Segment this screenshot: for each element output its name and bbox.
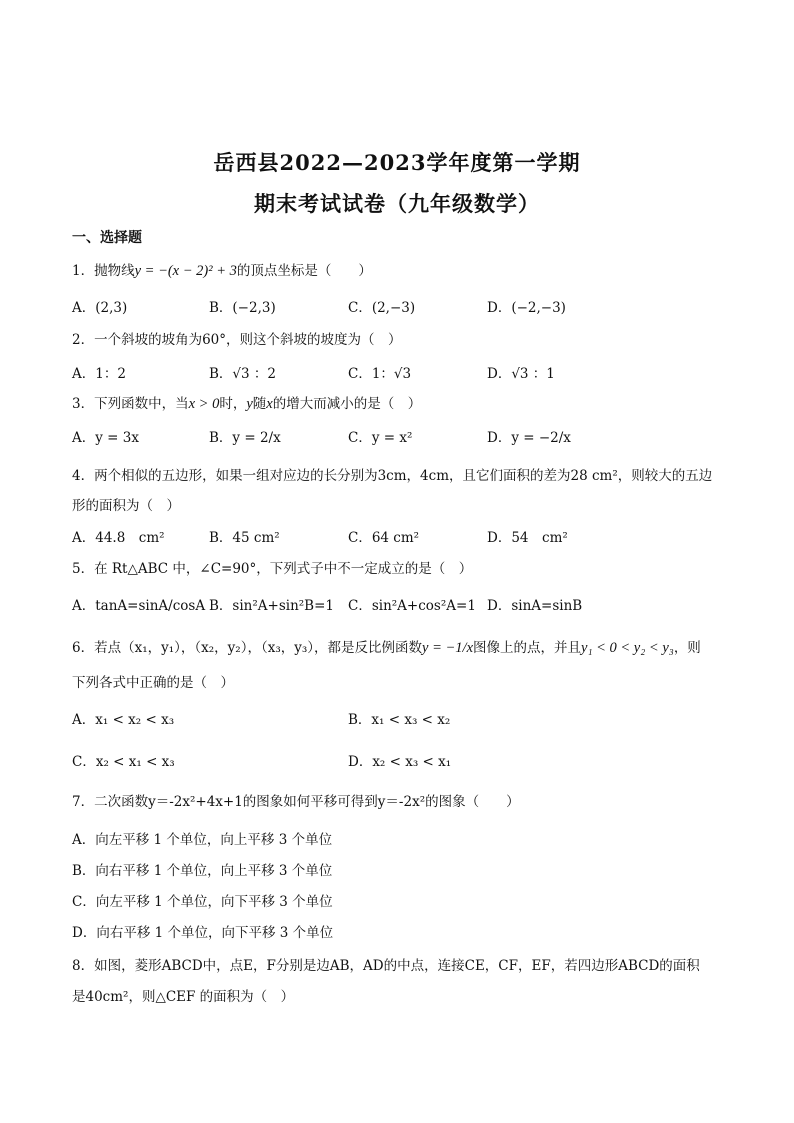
question-5-option-c[interactable]: C．sin²A+cos²A=1 <box>348 598 476 614</box>
exam-title-line2: 期末考试试卷（九年级数学） <box>254 191 540 216</box>
question-2-option-d[interactable]: D．√3 ：1 <box>487 366 555 382</box>
question-2-stem: 2．一个斜坡的坡角为60°，则这个斜坡的坡度为（ ） <box>72 332 402 348</box>
question-2-option-c[interactable]: C．1：√3 <box>348 366 412 382</box>
question-8-stem-line1: 8．如图，菱形ABCD中，点E，F分别是边AB，AD的中点，连接CE，CF，EF，若四边形ABCD的面积 <box>72 958 700 974</box>
question-4-stem-line1: 4．两个相似的五边形，如果一组对应边的长分别为3cm，4cm，且它们面积的差为28 cm²，则较大的五边 <box>72 468 713 484</box>
question-3-stem: 3．下列函数中，当x > 0时，y随x的增大而减小的是（ ） <box>72 396 422 412</box>
question-2-option-b[interactable]: B．√3 ：2 <box>209 366 276 382</box>
question-3-option-c[interactable]: C．y = x² <box>348 430 413 446</box>
question-1-option-d[interactable]: D．(−2,−3) <box>487 300 566 316</box>
exam-title-line1: 岳西县2022—2023学年度第一学期 <box>213 150 581 175</box>
question-6-stem-line2: 下列各式中正确的是（ ） <box>72 675 234 691</box>
question-3-option-d[interactable]: D．y = −2/x <box>487 430 571 446</box>
question-7-option-b[interactable]: B．向右平移 1 个单位，向上平移 3 个单位 <box>72 863 333 879</box>
question-4-option-a[interactable]: A．44.8 cm² <box>72 530 165 546</box>
question-5-stem: 5．在 Rt△ABC 中，∠C=90°，下列式子中不一定成立的是（ ） <box>72 561 473 577</box>
section-heading: 一、选择题 <box>72 230 142 246</box>
question-4-option-c[interactable]: C．64 cm² <box>348 530 420 546</box>
question-5-option-a[interactable]: A．tanA=sinA/cosA <box>72 598 206 614</box>
question-3-option-b[interactable]: B．y = 2/x <box>209 430 281 446</box>
question-4-option-b[interactable]: B．45 cm² <box>209 530 280 546</box>
question-5-option-b[interactable]: B．sin²A+sin²B=1 <box>209 598 335 614</box>
question-8-stem-line2: 是40cm²，则△CEF 的面积为（ ） <box>72 989 295 1005</box>
question-6-option-d[interactable]: D．x₂ < x₃ < x₁ <box>348 754 452 770</box>
question-7-option-d[interactable]: D．向右平移 1 个单位，向下平移 3 个单位 <box>72 925 334 941</box>
question-6-stem-line1: 6．若点（x₁，y₁），（x₂，y₂），（x₃，y₃），都是反比例函数y = −1/x图像上的点，并且y₁ < 0 < y₂ < y₃，则 <box>72 640 701 656</box>
question-5-option-d[interactable]: D．sinA=sinB <box>487 598 583 614</box>
question-4-option-d[interactable]: D．54 cm² <box>487 530 568 546</box>
question-7-stem: 7．二次函数y＝-2x²+4x+1的图象如何平移可得到y＝-2x²的图象（ ） <box>72 794 520 810</box>
question-7-option-a[interactable]: A．向左平移 1 个单位，向上平移 3 个单位 <box>72 832 333 848</box>
question-7-option-c[interactable]: C．向左平移 1 个单位，向下平移 3 个单位 <box>72 894 333 910</box>
question-6-option-b[interactable]: B．x₁ < x₃ < x₂ <box>348 712 451 728</box>
question-3-option-a[interactable]: A．y = 3x <box>72 430 139 446</box>
question-6-option-a[interactable]: A．x₁ < x₂ < x₃ <box>72 712 175 728</box>
question-1-stem: 1．抛物线y = −(x − 2)² + 3的顶点坐标是（ ） <box>72 263 372 279</box>
question-1-option-c[interactable]: C．(2,−3) <box>348 300 416 316</box>
question-6-option-c[interactable]: C．x₂ < x₁ < x₃ <box>72 754 175 770</box>
question-4-stem-line2: 形的面积为（ ） <box>72 498 180 514</box>
question-1-option-a[interactable]: A．(2,3) <box>72 300 128 316</box>
question-2-option-a[interactable]: A．1：2 <box>72 366 126 382</box>
question-1-option-b[interactable]: B．(−2,3) <box>209 300 276 316</box>
